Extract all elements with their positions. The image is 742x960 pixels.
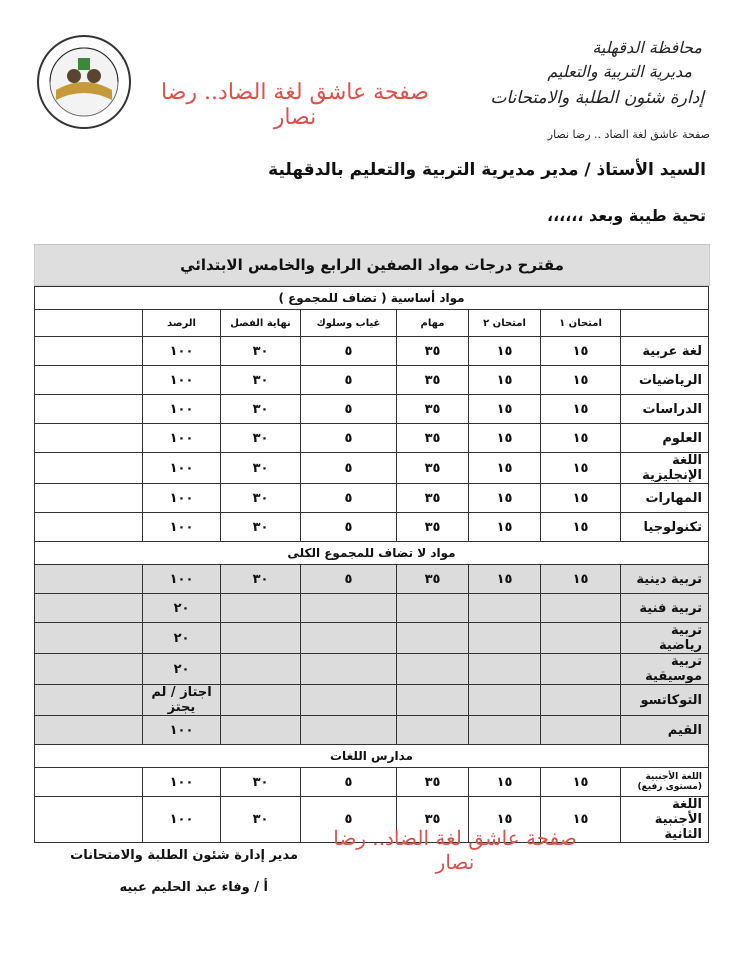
- blank-cell: [35, 685, 143, 716]
- grade-cell: [469, 716, 541, 745]
- section-basic: مواد أساسية ( تضاف للمجموع ): [35, 287, 709, 310]
- grade-cell: [397, 716, 469, 745]
- header-administration: إدارة شئون الطلبة والامتحانات: [490, 88, 704, 108]
- blank-cell: [35, 623, 143, 654]
- grade-cell: ٣٠: [221, 337, 301, 366]
- grade-cell: ٣٠: [221, 395, 301, 424]
- column-header: الرصد: [143, 310, 221, 337]
- subject-name: العلوم: [621, 424, 709, 453]
- grade-cell: [301, 594, 397, 623]
- blank-cell: [35, 513, 143, 542]
- subject-name: اللغة الأجنبية الثانية: [621, 797, 709, 843]
- column-header: غياب وسلوك: [301, 310, 397, 337]
- section-row: [35, 287, 709, 310]
- grade-cell: ٣٠: [221, 366, 301, 395]
- grade-cell: ٣٥: [397, 797, 469, 843]
- grade-cell: [397, 654, 469, 685]
- subject-name: تكنولوجيا: [621, 513, 709, 542]
- table-row: [35, 453, 709, 484]
- header-blank: [35, 310, 143, 337]
- grade-cell: ١٥: [469, 366, 541, 395]
- grade-cell: [221, 654, 301, 685]
- blank-cell: [35, 366, 143, 395]
- grade-cell: [469, 654, 541, 685]
- grade-cell: ١٥: [469, 484, 541, 513]
- grade-cell: ٥: [301, 366, 397, 395]
- grade-cell: [541, 623, 621, 654]
- watermark-bottom: صفحة عاشق لغة الضاد.. رضا نصار: [333, 826, 577, 874]
- grade-cell: [301, 685, 397, 716]
- header-blank: [621, 310, 709, 337]
- grade-cell: ٣٥: [397, 395, 469, 424]
- grade-cell: ٣٥: [397, 337, 469, 366]
- grade-cell: [221, 594, 301, 623]
- grade-cell: [221, 623, 301, 654]
- grade-cell: [469, 685, 541, 716]
- blank-cell: [35, 453, 143, 484]
- table-row: [35, 768, 709, 797]
- grade-cell: ٣٠: [221, 453, 301, 484]
- table-row: [35, 623, 709, 654]
- grade-cell: ١٠٠: [143, 484, 221, 513]
- grade-cell: ٥: [301, 453, 397, 484]
- header-governorate: محافظة الدقهلية: [592, 38, 702, 57]
- subject-name: تربية موسيقية: [621, 654, 709, 685]
- grade-cell: ١٥: [469, 768, 541, 797]
- header-row: [35, 310, 709, 337]
- grade-cell: ١٠٠: [143, 366, 221, 395]
- grade-cell: ١٠٠: [143, 395, 221, 424]
- grade-cell: ١٥: [541, 424, 621, 453]
- grade-cell: ٣٥: [397, 366, 469, 395]
- grade-cell: ٣٥: [397, 484, 469, 513]
- blank-cell: [35, 594, 143, 623]
- grade-cell: ١٥: [469, 513, 541, 542]
- blank-cell: [35, 424, 143, 453]
- section-extra: مواد لا تضاف للمجموع الكلى: [35, 542, 709, 565]
- header-directorate: مديرية التربية والتعليم: [547, 62, 692, 81]
- table-row: [35, 395, 709, 424]
- addressee: السيد الأستاذ / مدير مديرية التربية والتعليم بالدقهلية: [268, 160, 706, 180]
- grade-cell: [397, 685, 469, 716]
- grade-cell: [301, 716, 397, 745]
- grade-cell: ٥: [301, 513, 397, 542]
- subject-name: تربية رياضية: [621, 623, 709, 654]
- grade-cell: ١٥: [541, 366, 621, 395]
- blank-cell: [35, 484, 143, 513]
- grade-cell: ٢٠: [143, 654, 221, 685]
- table-title: مقترح درجات مواد الصفين الرابع والخامس الابتدائي: [34, 244, 710, 286]
- section-row: [35, 745, 709, 768]
- column-header: امتحان ٢: [469, 310, 541, 337]
- subject-name: اللغة الإنجليزية: [621, 453, 709, 484]
- subject-name: الرياضيات: [621, 366, 709, 395]
- grade-cell: ١٥: [469, 337, 541, 366]
- section-lang: مدارس اللغات: [35, 745, 709, 768]
- grade-cell: [301, 623, 397, 654]
- grade-cell: ٥: [301, 768, 397, 797]
- grade-cell: ٣٠: [221, 797, 301, 843]
- subject-name: التوكاتسو: [621, 685, 709, 716]
- grade-cell: [221, 716, 301, 745]
- grade-cell: ١٥: [541, 565, 621, 594]
- grade-cell: ٣٥: [397, 565, 469, 594]
- grade-cell: ١٥: [541, 797, 621, 843]
- grade-cell: ٣٠: [221, 768, 301, 797]
- subject-name: اللغة الأجنبية (مستوى رفيع): [621, 768, 709, 797]
- subject-name: لغة عربية: [621, 337, 709, 366]
- signature-name: أ / وفاء عبد الحليم عبيه: [119, 880, 268, 895]
- grade-cell: ١٠٠: [143, 716, 221, 745]
- grade-cell: ٥: [301, 484, 397, 513]
- grade-cell: [541, 594, 621, 623]
- table-row: [35, 513, 709, 542]
- grade-cell: ٥: [301, 797, 397, 843]
- table-row: [35, 685, 709, 716]
- grade-cell: ٣٥: [397, 768, 469, 797]
- blank-cell: [35, 395, 143, 424]
- grade-cell: اجتاز / لم يجتز: [143, 685, 221, 716]
- greeting: تحية طيبة وبعد ،،،،،،: [546, 206, 706, 225]
- table-row: [35, 484, 709, 513]
- grade-cell: [541, 716, 621, 745]
- signature-title: مدير إدارة شئون الطلبة والامتحانات: [70, 848, 298, 863]
- grade-cell: ١٠٠: [143, 453, 221, 484]
- table-row: [35, 565, 709, 594]
- grade-cell: ٥: [301, 424, 397, 453]
- grade-cell: ٢٠: [143, 623, 221, 654]
- grade-cell: ١٥: [469, 453, 541, 484]
- grade-cell: [221, 685, 301, 716]
- watermark-top: صفحة عاشق لغة الضاد.. رضا نصار: [161, 80, 429, 130]
- grade-cell: ٣٥: [397, 453, 469, 484]
- column-header: امتحان ١: [541, 310, 621, 337]
- grade-cell: ٣٠: [221, 565, 301, 594]
- grade-cell: ٣٥: [397, 424, 469, 453]
- subject-name: المهارات: [621, 484, 709, 513]
- grade-cell: [541, 654, 621, 685]
- grade-cell: ١٠٠: [143, 424, 221, 453]
- grade-cell: ١٠٠: [143, 797, 221, 843]
- grade-cell: ١٥: [541, 395, 621, 424]
- grade-cell: ٢٠: [143, 594, 221, 623]
- table-row: [35, 716, 709, 745]
- grade-cell: ١٥: [469, 797, 541, 843]
- grade-cell: ٥: [301, 337, 397, 366]
- subject-name: تربية دينية: [621, 565, 709, 594]
- header-subtitle: صفحة عاشق لغة الضاد .. رضا نصار: [547, 128, 710, 141]
- blank-cell: [35, 797, 143, 843]
- grade-cell: ١٥: [541, 453, 621, 484]
- grade-cell: [397, 623, 469, 654]
- grade-cell: ١٠٠: [143, 513, 221, 542]
- grade-cell: [541, 685, 621, 716]
- grade-cell: ١٠٠: [143, 337, 221, 366]
- subject-name: الدراسات: [621, 395, 709, 424]
- grade-cell: ٥: [301, 395, 397, 424]
- subject-name: القيم: [621, 716, 709, 745]
- grade-cell: ١٥: [541, 484, 621, 513]
- grade-cell: ٣٠: [221, 513, 301, 542]
- grade-cell: ٣٥: [397, 513, 469, 542]
- blank-cell: [35, 768, 143, 797]
- table-row: [35, 654, 709, 685]
- blank-cell: [35, 716, 143, 745]
- column-header: مهام: [397, 310, 469, 337]
- grade-cell: ١٥: [541, 768, 621, 797]
- blank-cell: [35, 337, 143, 366]
- grade-cell: [469, 623, 541, 654]
- table-row: [35, 594, 709, 623]
- grades-table: [34, 286, 709, 843]
- grade-cell: ١٥: [469, 424, 541, 453]
- grade-cell: ٣٠: [221, 484, 301, 513]
- grade-cell: ١٠٠: [143, 768, 221, 797]
- grade-cell: [301, 654, 397, 685]
- blank-cell: [35, 654, 143, 685]
- grade-cell: ٣٠: [221, 424, 301, 453]
- blank-cell: [35, 565, 143, 594]
- grade-cell: ١٥: [469, 565, 541, 594]
- grade-cell: ٥: [301, 565, 397, 594]
- subject-name: تربية فنية: [621, 594, 709, 623]
- grade-cell: ١٥: [541, 513, 621, 542]
- table-row: [35, 424, 709, 453]
- grade-cell: ١٠٠: [143, 565, 221, 594]
- column-header: نهاية الفصل: [221, 310, 301, 337]
- table-row: [35, 337, 709, 366]
- table-row: [35, 366, 709, 395]
- grade-cell: ١٥: [541, 337, 621, 366]
- grade-cell: ١٥: [469, 395, 541, 424]
- logo-seal: [36, 34, 132, 130]
- grade-cell: [397, 594, 469, 623]
- section-row: [35, 542, 709, 565]
- grade-cell: [469, 594, 541, 623]
